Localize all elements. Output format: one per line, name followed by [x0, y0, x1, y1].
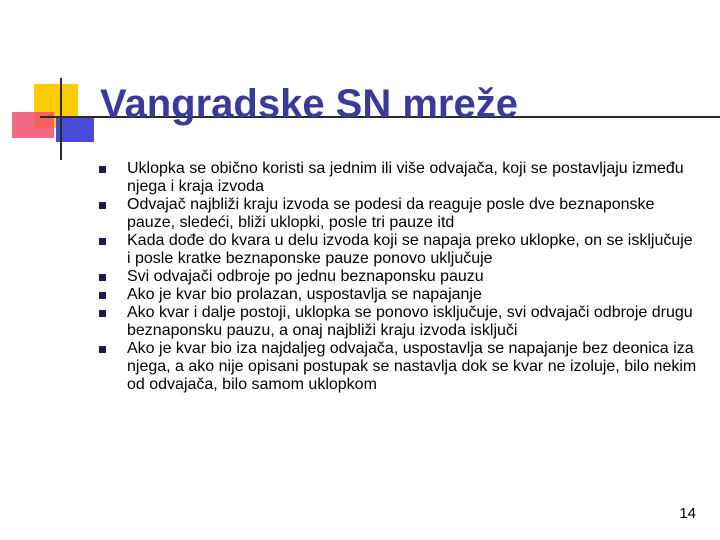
bullet-square-icon — [99, 346, 106, 353]
bullet-list — [0, 160, 720, 394]
bullet-square-icon — [99, 292, 106, 299]
page-number: 14 — [679, 505, 696, 522]
bullet-item: Ako kvar i dalje postoji, uklopka se ponovo isključuje, svi odvajači odbroje drugu beznaponsku pauzu, a onaj najbliži kraju izvoda isključi — [0, 304, 720, 340]
bullet-item: Uklopka se obično koristi sa jednim ili više odvajača, koji se postavljaju između njega i kraja izvoda — [0, 160, 720, 196]
bullet-item: Svi odvajači odbroje po jednu beznaponsku pauzu — [0, 268, 720, 286]
bullet-item: Kada dođe do kvara u delu izvoda koji se napaja preko uklopke, on se isključuje i posle kratke beznaponske pauze ponovo uključuje — [0, 232, 720, 268]
decor-vertical-line — [60, 78, 62, 160]
bullet-item: Odvajač najbliži kraju izvoda se podesi da reaguje posle dve beznaponske pauze, sledeći, bliži uklopki, posle tri pauze itd — [0, 196, 720, 232]
bullet-square-icon — [99, 202, 106, 209]
bullet-square-icon — [99, 166, 106, 173]
slide-title: Vangradske SN mreže — [100, 82, 518, 126]
bullet-square-icon — [99, 310, 106, 317]
bullet-item: Ako je kvar bio prolazan, uspostavlja se napajanje — [0, 286, 720, 304]
bullet-item: Ako je kvar bio iza najdaljeg odvajača, uspostavlja se napajanje bez deonica iza njega, a ako nije opisani postupak se nastavlja dok se kvar ne izoluje, bilo nekim od odvajača, bilo samom uklopkom — [0, 340, 720, 394]
bullet-square-icon — [99, 274, 106, 281]
bullet-square-icon — [99, 238, 106, 245]
